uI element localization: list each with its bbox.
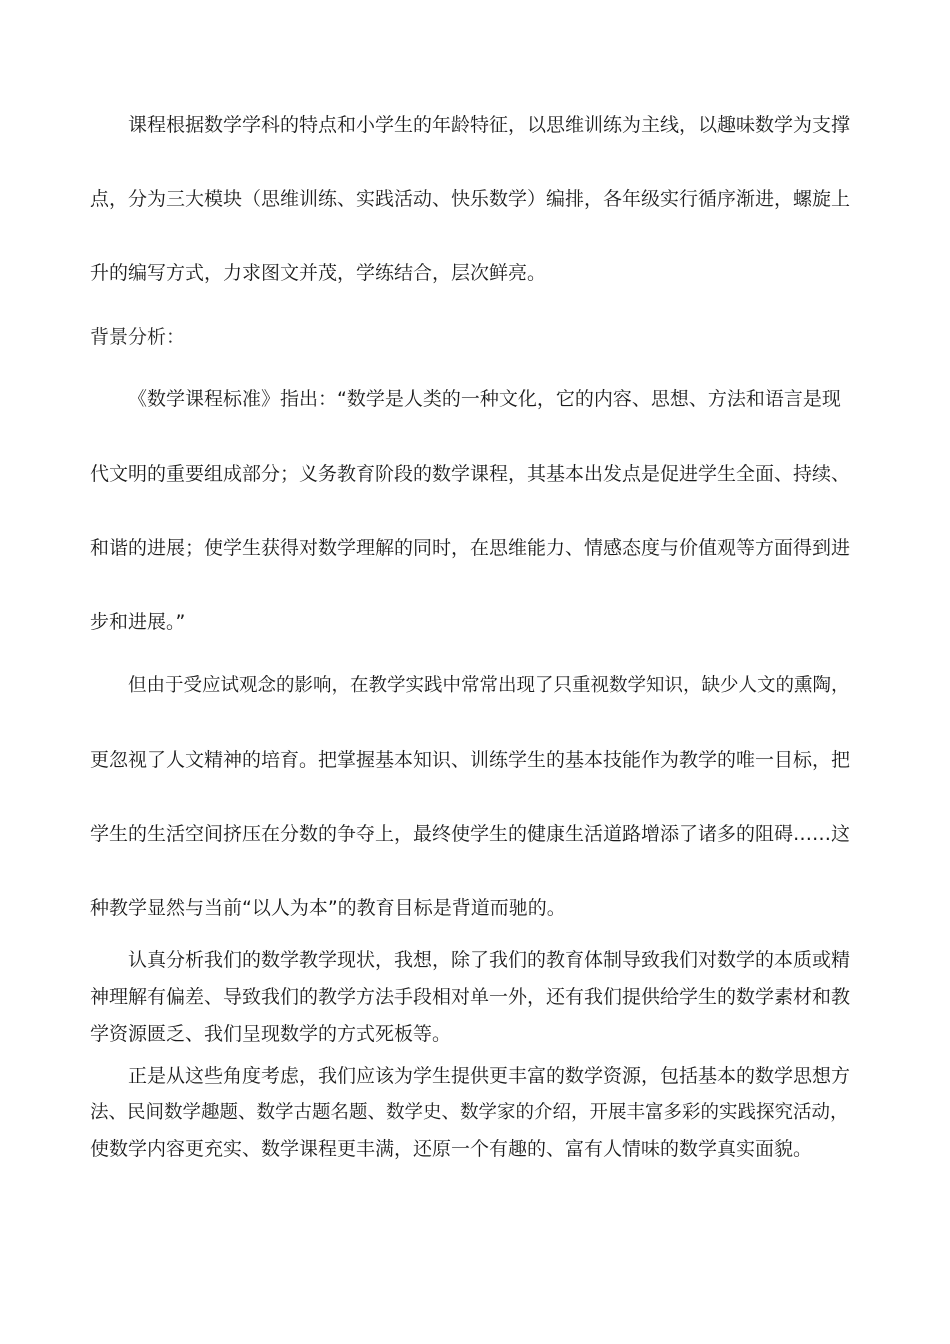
paragraph-3-line-4: 种教学显然与当前“以人为本”的教育目标是背道而驰的。 xyxy=(90,897,566,919)
paragraph-3-line-1: 但由于受应试观念的影响，在教学实践中常常出现了只重视数学知识，缺少人文的熏陶， xyxy=(128,675,850,696)
paragraph-2-line-3: 和谐的进展；使学生获得对数学理解的同时，在思维能力、情感态度与价值观等方面得到进 xyxy=(90,537,851,559)
paragraph-5-line-3: 使数学内容更充实、数学课程更丰满，还原一个有趣的、富有人情味的数学真实面貌。 xyxy=(90,1138,813,1160)
paragraph-4-line-2: 神理解有偏差、导致我们的教学方法手段相对单一外，还有我们提供给学生的数学素材和教 xyxy=(90,986,851,1008)
section-heading-background: 背景分析： xyxy=(90,326,186,348)
paragraph-1-line-2: 点，分为三大模块（思维训练、实践活动、快乐数学）编排，各年级实行循序渐进，螺旋上 xyxy=(90,188,851,210)
paragraph-5-line-2: 法、民间数学趣题、数学古题名题、数学史、数学家的介绍，开展丰富多彩的实践探究活动， xyxy=(90,1102,849,1123)
paragraph-5-line-1: 正是从这些角度考虑，我们应该为学生提供更丰富的数学资源，包括基本的数学思想方 xyxy=(128,1065,851,1087)
paragraph-3-line-2: 更忽视了人文精神的培育。把掌握基本知识、训练学生的基本技能作为教学的唯一目标，把 xyxy=(90,749,851,771)
paragraph-1-line-1: 课程根据数学学科的特点和小学生的年龄特征，以思维训练为主线，以趣味数学为支撑 xyxy=(128,114,851,136)
paragraph-4-line-3: 学资源匮乏、我们呈现数学的方式死板等。 xyxy=(90,1023,452,1045)
paragraph-4-line-1: 认真分析我们的数学教学现状，我想，除了我们的教育体制导致我们对数学的本质或精 xyxy=(128,949,851,971)
paragraph-2-line-2: 代文明的重要组成部分；义务教育阶段的数学课程，其基本出发点是促进学生全面、持续、 xyxy=(90,463,851,485)
paragraph-3-line-3: 学生的生活空间挤压在分数的争夺上，最终使学生的健康生活道路增添了诸多的阻碍……这 xyxy=(90,823,851,845)
paragraph-1-line-3: 升的编写方式，力求图文并茂，学练结合，层次鲜亮。 xyxy=(90,262,547,284)
paragraph-2-line-4: 步和进展。” xyxy=(90,611,186,633)
paragraph-2-line-1: 《数学课程标准》指出：“数学是人类的一种文化，它的内容、思想、方法和语言是现 xyxy=(128,388,841,410)
